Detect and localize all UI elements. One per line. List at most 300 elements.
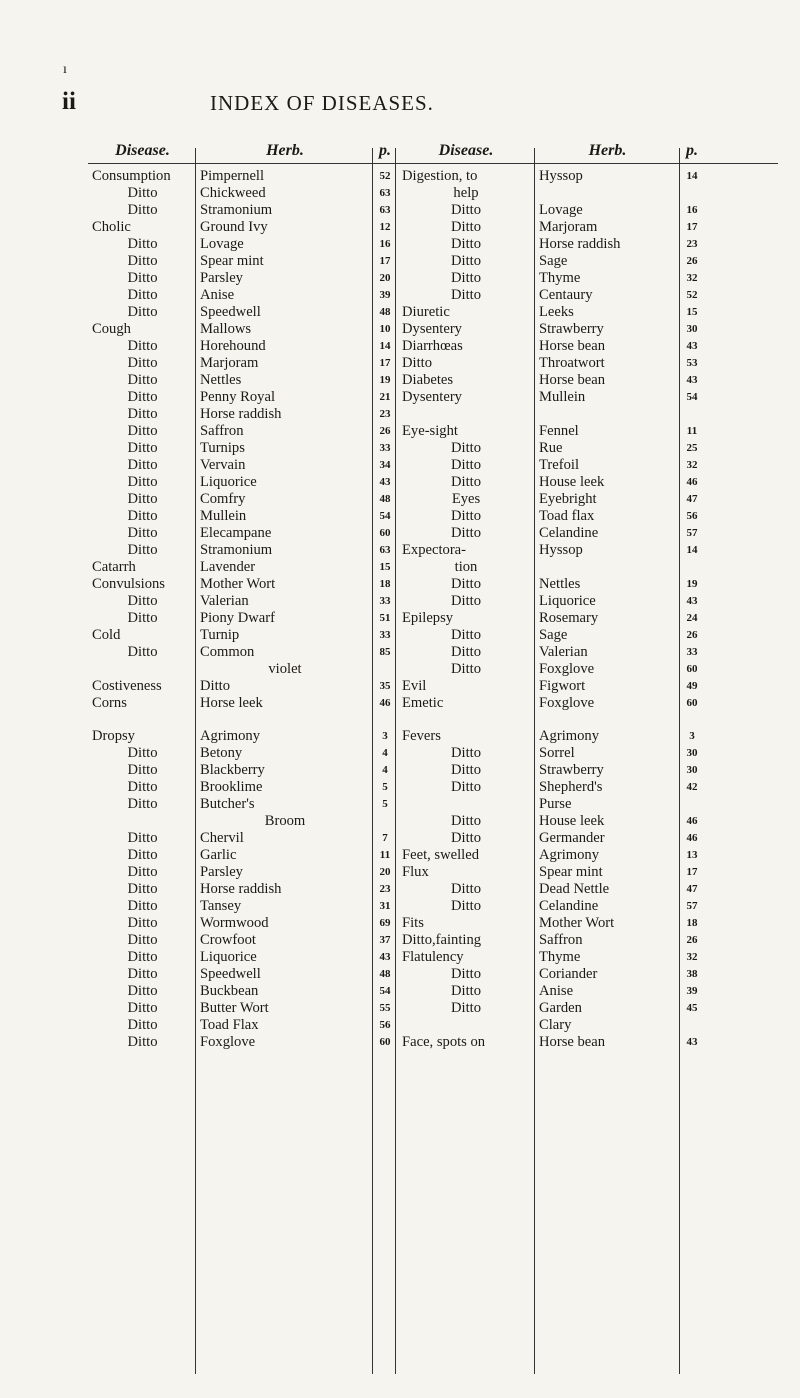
disease-cell: Expectora- [402, 542, 467, 558]
herb-cell: Crowfoot [200, 932, 256, 948]
disease-cell: Ditto [451, 966, 481, 982]
herb-cell: Ground Ivy [200, 219, 268, 235]
disease-cell: Diabetes [402, 372, 454, 388]
herb-cell: Mallows [200, 321, 252, 337]
disease-cell: Catarrh [92, 559, 136, 575]
herb-cell: Saffron [539, 932, 583, 948]
page-ref-cell: 55 [379, 1002, 391, 1014]
page-ref-cell: 34 [379, 459, 391, 471]
page-ref-cell: 15 [379, 561, 391, 573]
herb-cell: Rosemary [539, 610, 599, 626]
disease-cell: Ditto [127, 915, 158, 931]
disease-cell: help [453, 185, 479, 201]
table-row [88, 983, 778, 1000]
disease-cell: Diuretic [402, 304, 450, 320]
page-ref-cell: 51 [379, 612, 391, 624]
disease-cell: Evil [402, 678, 427, 694]
disease-cell: Ditto [451, 593, 481, 609]
page-ref-cell: 63 [379, 204, 391, 216]
disease-cell: Diarrhœas [402, 338, 463, 354]
disease-cell: Ditto [451, 830, 481, 846]
herb-cell: Horse leek [200, 695, 263, 711]
table-body [88, 168, 778, 1051]
page-ref-cell: 56 [686, 510, 698, 522]
disease-cell: Ditto [127, 881, 158, 897]
disease-cell: Ditto [127, 644, 158, 660]
table-row [88, 1000, 778, 1017]
page-ref-cell: 38 [686, 968, 698, 980]
table-row [88, 236, 778, 253]
page-ref-cell: 39 [379, 289, 391, 301]
page-ref-cell: 53 [686, 357, 698, 369]
disease-cell: Emetic [402, 695, 444, 711]
disease-cell: Ditto [451, 661, 481, 677]
herb-cell: Toad flax [539, 508, 595, 524]
herb-cell: Garlic [200, 847, 237, 863]
page-ref-cell: 43 [379, 951, 391, 963]
table-row [88, 491, 778, 508]
herb-cell: Elecampane [200, 525, 272, 541]
page-ref-cell: 5 [382, 781, 388, 793]
herb-cell: Liquorice [200, 474, 257, 490]
page-ref-cell: 26 [379, 425, 391, 437]
herb-cell: Purse [539, 796, 572, 812]
page-ref-cell: 60 [379, 1036, 391, 1048]
herb-cell: Foxglove [539, 661, 595, 677]
page-ref-cell: 33 [379, 629, 391, 641]
page-ref-cell: 30 [686, 747, 698, 759]
page-ref-cell: 16 [686, 204, 698, 216]
page-ref-cell: 13 [686, 849, 698, 861]
page-ref-cell: 4 [382, 764, 388, 776]
page-ref-cell: 60 [686, 663, 698, 675]
page-ref-cell: 45 [686, 1002, 698, 1014]
disease-cell: Ditto [451, 287, 481, 303]
disease-cell: Consumption [92, 168, 171, 184]
herb-cell: Sage [539, 627, 568, 643]
disease-cell: Ditto [127, 389, 158, 405]
herb-cell: Centaury [539, 287, 593, 303]
page-ref-cell: 56 [379, 1019, 391, 1031]
herb-cell: Lavender [200, 559, 256, 575]
herb-cell: Butcher's [200, 796, 255, 812]
table-row [88, 593, 778, 610]
page-ref-cell: 47 [686, 493, 698, 505]
disease-cell: Ditto [127, 898, 158, 914]
table-row [88, 813, 778, 830]
page-header [0, 88, 800, 128]
page-ref-cell: 23 [686, 238, 698, 250]
page-ref-cell: 85 [379, 646, 391, 658]
disease-cell: Ditto [127, 440, 158, 456]
page-ref-cell [680, 796, 704, 813]
herb-cell: Hyssop [539, 542, 583, 558]
disease-cell: Ditto [451, 253, 481, 269]
page-ref-cell: 43 [686, 1036, 698, 1048]
table-row [88, 474, 778, 491]
table-row [88, 576, 778, 593]
disease-cell: Ditto [127, 185, 158, 201]
page-ref-cell: 48 [379, 493, 391, 505]
table-row [88, 610, 778, 627]
header-herb-right: Herb. [588, 142, 627, 159]
page-ref-cell: 52 [379, 170, 391, 182]
disease-cell: Corns [92, 695, 127, 711]
table-row [88, 1017, 778, 1034]
table-row [88, 168, 778, 185]
herb-cell: Celandine [539, 525, 599, 541]
table-row [88, 779, 778, 796]
disease-cell: Epilepsy [402, 610, 454, 626]
disease-cell: Ditto [451, 898, 481, 914]
herb-cell: Lovage [539, 202, 583, 218]
page-ref-cell: 21 [379, 391, 391, 403]
herb-cell: Stramonium [200, 542, 273, 558]
page-ref-cell: 23 [379, 883, 391, 895]
page-ref-cell: 14 [686, 170, 698, 182]
herb-cell: Throatwort [539, 355, 605, 371]
herb-cell: Horse raddish [539, 236, 621, 252]
table-row [88, 644, 778, 661]
page-ref-cell [680, 559, 704, 576]
disease-cell: Ditto [127, 796, 158, 812]
herb-cell: Anise [200, 287, 235, 303]
table-row [88, 898, 778, 915]
page-ref-cell [680, 1017, 704, 1034]
disease-cell: Ditto [127, 253, 158, 269]
page-ref-cell: 57 [686, 900, 698, 912]
disease-cell: Ditto [127, 745, 158, 761]
herb-cell: Thyme [539, 270, 581, 286]
disease-cell: Ditto [451, 440, 481, 456]
header-disease-right: Disease. [438, 142, 494, 159]
herb-cell: Mullein [539, 389, 586, 405]
herb-cell: Strawberry [539, 762, 604, 778]
disease-cell: tion [454, 559, 478, 575]
page-ref-cell: 42 [686, 781, 698, 793]
disease-cell: Ditto [451, 1000, 481, 1016]
page-ref-cell: 48 [379, 968, 391, 980]
herb-cell: Clary [539, 1017, 572, 1033]
page-ref-cell: 20 [379, 866, 391, 878]
herb-cell: Lovage [200, 236, 244, 252]
table-row [88, 695, 778, 712]
disease-cell: Dysentery [402, 321, 462, 337]
page-ref-cell: 18 [686, 917, 698, 929]
table-row [88, 219, 778, 236]
herb-cell: Betony [200, 745, 243, 761]
herb-cell: Butter Wort [200, 1000, 269, 1016]
herb-cell: Leeks [539, 304, 574, 320]
table-row [88, 389, 778, 406]
herb-cell: Hyssop [539, 168, 583, 184]
page-ref-cell [373, 661, 397, 678]
herb-cell: Tansey [200, 898, 242, 914]
herb-cell: Parsley [200, 864, 243, 880]
herb-cell: Spear mint [200, 253, 264, 269]
herb-cell: Trefoil [539, 457, 580, 473]
herb-cell: Vervain [200, 457, 246, 473]
disease-cell: Dropsy [92, 728, 135, 744]
table-row [88, 762, 778, 779]
page-ref-cell: 30 [686, 323, 698, 335]
herb-cell: Horse raddish [200, 881, 282, 897]
page-ref-cell: 69 [379, 917, 391, 929]
disease-cell: Ditto [127, 1000, 158, 1016]
herb-cell: Eyebright [539, 491, 597, 507]
herb-cell: Agrimony [539, 728, 599, 744]
page-mark: ı [63, 62, 67, 77]
disease-cell: Ditto [127, 779, 158, 795]
herb-cell: Wormwood [200, 915, 269, 931]
herb-cell: House leek [539, 474, 605, 490]
page-ref-cell: 43 [379, 476, 391, 488]
table-row [88, 864, 778, 881]
page-ref-cell: 33 [686, 646, 698, 658]
page-ref-cell: 15 [686, 306, 698, 318]
table-row [88, 304, 778, 321]
herb-cell: Agrimony [539, 847, 599, 863]
page-ref-cell: 17 [686, 866, 698, 878]
table-row [88, 627, 778, 644]
disease-cell: Ditto [451, 219, 481, 235]
table-row [88, 321, 778, 338]
herb-cell: Buckbean [200, 983, 259, 999]
table-row [88, 542, 778, 559]
page-ref-cell: 52 [686, 289, 698, 301]
herb-cell: Brooklime [200, 779, 263, 795]
herb-cell: Valerian [539, 644, 588, 660]
page-ref-cell: 32 [686, 951, 698, 963]
herb-cell: Agrimony [200, 728, 260, 744]
page-ref-cell: 26 [686, 629, 698, 641]
herb-cell: Chervil [200, 830, 244, 846]
herb-cell: Spear mint [539, 864, 603, 880]
disease-cell: Ditto [127, 864, 158, 880]
disease-cell: Ditto [451, 576, 481, 592]
page-ref-cell: 30 [686, 764, 698, 776]
herb-cell: Parsley [200, 270, 243, 286]
table-row [88, 253, 778, 270]
page-ref-cell: 35 [379, 680, 391, 692]
disease-cell: Ditto [451, 627, 481, 643]
herb-cell: Foxglove [200, 1034, 256, 1050]
herb-cell: Foxglove [539, 695, 595, 711]
page-ref-cell: 4 [382, 747, 388, 759]
table-row [88, 966, 778, 983]
herb-cell: Speedwell [200, 966, 261, 982]
herb-cell: Figwort [539, 678, 586, 694]
herb-cell: Shepherd's [539, 779, 603, 795]
herb-cell: Blackberry [200, 762, 265, 778]
page-ref-cell [680, 406, 704, 423]
herb-cell: Stramonium [200, 202, 273, 218]
herb-cell: Strawberry [539, 321, 604, 337]
page-ref-cell: 19 [686, 578, 698, 590]
page-ref-cell: 17 [686, 221, 698, 233]
disease-cell: Ditto [127, 236, 158, 252]
page-ref-cell: 63 [379, 187, 391, 199]
disease-cell: Eye-sight [402, 423, 458, 439]
disease-cell: Ditto [451, 508, 481, 524]
page-ref-cell [373, 813, 397, 830]
page-ref-cell: 37 [379, 934, 391, 946]
page-ref-cell: 16 [379, 238, 391, 250]
herb-cell: Sorrel [539, 745, 575, 761]
page-number: ii [62, 88, 76, 115]
page-ref-cell: 11 [379, 849, 391, 861]
page-ref-cell: 46 [686, 476, 698, 488]
page-ref-cell: 3 [382, 730, 388, 742]
page-title: INDEX OF DISEASES. [210, 91, 434, 115]
page-ref-cell: 39 [686, 985, 698, 997]
page-ref-cell: 48 [379, 306, 391, 318]
herb-cell [535, 185, 680, 202]
page-ref-cell: 32 [686, 272, 698, 284]
herb-cell: Horehound [200, 338, 266, 354]
disease-cell: Ditto [127, 525, 158, 541]
page-ref-cell: 5 [382, 798, 388, 810]
disease-cell: Eyes [451, 491, 481, 507]
disease-cell: Ditto [127, 983, 158, 999]
table-row [88, 457, 778, 474]
page-ref-cell: 57 [686, 527, 698, 539]
page-ref-cell: 12 [379, 221, 391, 233]
herb-cell: Coriander [539, 966, 598, 982]
herb-cell: Penny Royal [200, 389, 275, 405]
disease-cell [88, 813, 197, 830]
herb-cell: Ditto [200, 678, 230, 694]
herb-cell: Horse raddish [200, 406, 282, 422]
table-row [88, 949, 778, 966]
table-row [88, 185, 778, 202]
herb-cell: Horse bean [539, 372, 606, 388]
disease-cell: Ditto [451, 644, 481, 660]
table-row [88, 406, 778, 423]
herb-cell: Nettles [200, 372, 242, 388]
disease-cell: Ditto [127, 1017, 158, 1033]
herb-cell: Piony Dwarf [200, 610, 275, 626]
disease-cell: Ditto [127, 355, 158, 371]
disease-cell: Ditto [127, 338, 158, 354]
herb-cell: Horse bean [539, 338, 606, 354]
disease-cell: Ditto [451, 813, 481, 829]
table-row [88, 932, 778, 949]
page-ref-cell: 3 [689, 730, 695, 742]
page-ref-cell: 14 [379, 340, 391, 352]
disease-cell: Ditto [127, 610, 158, 626]
table-row [88, 796, 778, 813]
page-ref-cell: 32 [686, 459, 698, 471]
page-ref-cell: 33 [379, 595, 391, 607]
herb-cell: Liquorice [539, 593, 596, 609]
page-ref-cell: 43 [686, 374, 698, 386]
page-ref-cell: 60 [686, 697, 698, 709]
herb-cell: Dead Nettle [539, 881, 610, 897]
page-ref-cell: 11 [686, 425, 698, 437]
table-row [88, 202, 778, 219]
herb-cell: Sage [539, 253, 568, 269]
page-ref-cell: 54 [379, 985, 391, 997]
disease-cell: Ditto [451, 270, 481, 286]
disease-cell [397, 406, 535, 423]
disease-cell: Face, spots on [402, 1034, 486, 1050]
herb-cell: Chickweed [200, 185, 266, 201]
page-ref-cell: 26 [686, 255, 698, 267]
herb-cell: Valerian [200, 593, 249, 609]
page-ref-cell: 49 [686, 680, 698, 692]
disease-cell: Flux [402, 864, 429, 880]
disease-cell: Ditto [451, 762, 481, 778]
herb-cell: Pimpernell [200, 168, 265, 184]
disease-cell: Cold [92, 627, 121, 643]
page-ref-cell: 24 [686, 612, 698, 624]
herb-cell: Comfry [200, 491, 246, 507]
disease-cell: Ditto [127, 762, 158, 778]
disease-cell: Ditto [127, 932, 158, 948]
page-ref-cell: 18 [379, 578, 391, 590]
herb-cell: Thyme [539, 949, 581, 965]
page-ref-cell: 46 [379, 697, 391, 709]
page-ref-cell: 60 [379, 527, 391, 539]
table-row [88, 338, 778, 355]
disease-cell: Ditto [127, 1034, 158, 1050]
page-ref-cell: 10 [379, 323, 391, 335]
disease-cell: Ditto [127, 423, 158, 439]
disease-cell: Ditto [451, 474, 481, 490]
page-ref-cell: 46 [686, 832, 698, 844]
page-ref-cell: 19 [379, 374, 391, 386]
disease-cell: Ditto [451, 779, 481, 795]
page-ref-cell [680, 185, 704, 202]
herb-cell: Garden [539, 1000, 582, 1016]
table-row [88, 525, 778, 542]
disease-cell: Ditto [451, 236, 481, 252]
page-ref-cell: 33 [379, 442, 391, 454]
disease-cell: Ditto [127, 406, 158, 422]
disease-cell: Ditto [127, 830, 158, 846]
table-row [88, 830, 778, 847]
herb-cell: Mother Wort [200, 576, 276, 592]
table-row [88, 678, 778, 695]
page-ref-cell: 31 [379, 900, 391, 912]
table-row [88, 440, 778, 457]
disease-cell: Ditto [127, 491, 158, 507]
herb-cell: Horse bean [539, 1034, 606, 1050]
herb-cell: Fennel [539, 423, 579, 439]
table-row [88, 372, 778, 389]
disease-cell: Ditto [127, 949, 158, 965]
disease-cell [88, 661, 197, 678]
disease-cell: Dysentery [402, 389, 462, 405]
disease-cell: Fits [402, 915, 424, 931]
disease-cell: Ditto [451, 457, 481, 473]
herb-cell [535, 406, 680, 423]
page-ref-cell: 43 [686, 595, 698, 607]
herb-cell: Nettles [539, 576, 581, 592]
table-row [88, 745, 778, 762]
herb-cell: Turnips [200, 440, 245, 456]
page-ref-cell: 17 [379, 255, 391, 267]
table-row [88, 1034, 778, 1051]
herb-cell: Rue [539, 440, 563, 456]
table-row [88, 559, 778, 576]
table-row [88, 847, 778, 864]
disease-cell: Ditto [127, 457, 158, 473]
disease-cell: Ditto [127, 304, 158, 320]
disease-cell: Ditto [127, 287, 158, 303]
table-row [88, 915, 778, 932]
